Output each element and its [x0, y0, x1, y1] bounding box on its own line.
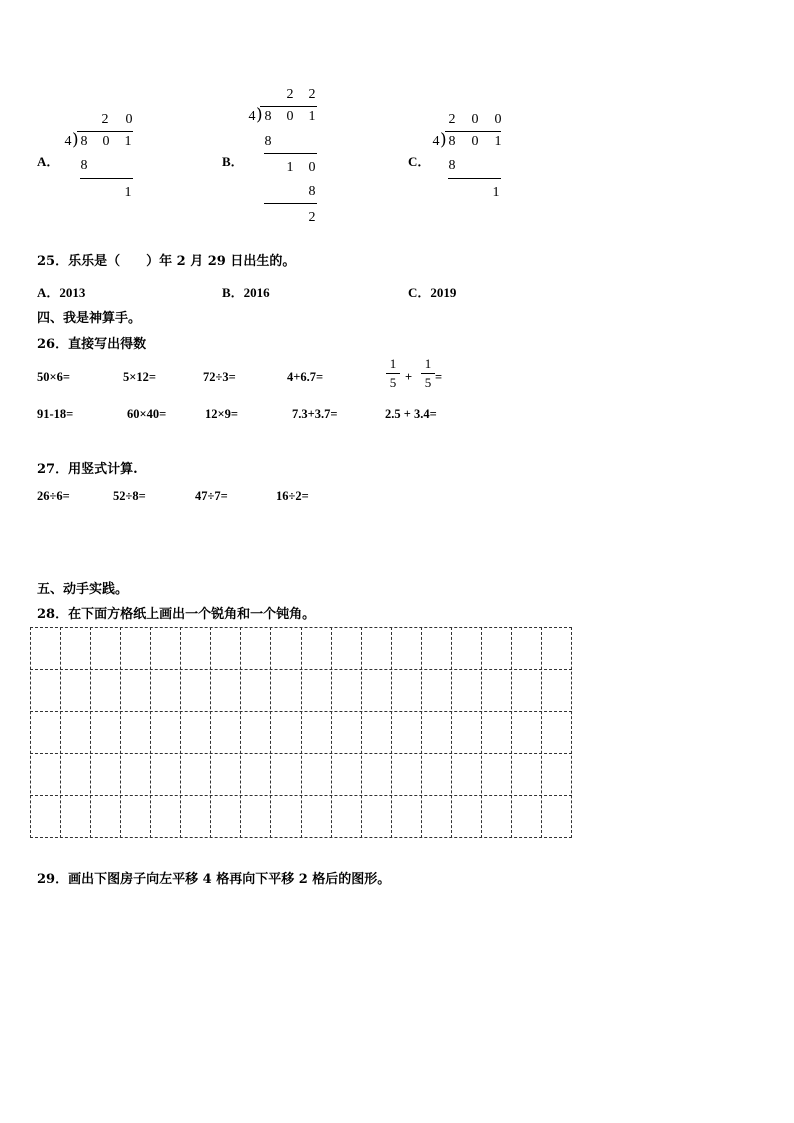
- expression: 72÷3=: [203, 370, 236, 384]
- step-digit: 1: [286, 160, 294, 175]
- step-digit: 8: [308, 184, 316, 199]
- grid-line-vertical: [391, 627, 392, 838]
- expression: 52÷8=: [113, 489, 146, 503]
- grid-line-vertical: [451, 627, 452, 838]
- grid-line-horizontal: [30, 837, 572, 838]
- dividend-digit: 8: [264, 109, 272, 124]
- grid-paper[interactable]: [30, 627, 572, 838]
- question-27-title: 27．用竖式计算.: [37, 462, 138, 477]
- grid-line-vertical: [421, 627, 422, 838]
- expression: 12×9=: [205, 407, 238, 421]
- fraction-2: 1 5: [421, 356, 435, 391]
- quotient-digit: 0: [471, 112, 479, 127]
- grid-line-vertical: [511, 627, 512, 838]
- dividend-digit: 1: [494, 134, 502, 149]
- step-digit: 8: [448, 158, 456, 173]
- divisor: 4: [432, 134, 440, 149]
- quotient-digit: 2: [448, 112, 456, 127]
- grid-line-horizontal: [30, 753, 572, 754]
- grid-line-vertical: [481, 627, 482, 838]
- option-b-label: B．: [222, 154, 244, 169]
- plus-sign: +: [405, 370, 413, 384]
- divisor: 4: [64, 134, 72, 149]
- grid-line-vertical: [180, 627, 181, 838]
- expression: 4+6.7=: [287, 370, 324, 384]
- expression: 50×6=: [37, 370, 70, 384]
- expression: 16÷2=: [276, 489, 309, 503]
- grid-line-vertical: [361, 627, 362, 838]
- dividend-digit: 0: [471, 134, 479, 149]
- equals-sign: =: [435, 370, 443, 384]
- expression: 91-18=: [37, 407, 74, 421]
- step-digit: 8: [80, 158, 88, 173]
- grid-line-vertical: [270, 627, 271, 838]
- grid-line-horizontal: [30, 711, 572, 712]
- section-4-title: 四、我是神算手。: [37, 311, 142, 326]
- grid-line-vertical: [571, 627, 572, 838]
- q25-option-c[interactable]: C．2019: [408, 285, 457, 300]
- q25-option-a[interactable]: A．2013: [37, 285, 86, 300]
- expression: 47÷7=: [195, 489, 228, 503]
- expression: 5×12=: [123, 370, 156, 384]
- grid-line-vertical: [60, 627, 61, 838]
- grid-line-vertical: [210, 627, 211, 838]
- grid-line-vertical: [541, 627, 542, 838]
- remainder: 1: [492, 185, 500, 200]
- grid-line-vertical: [150, 627, 151, 838]
- quotient-digit: 2: [286, 87, 294, 102]
- dividend-digit: 1: [124, 134, 132, 149]
- dividend-digit: 8: [448, 134, 456, 149]
- quotient-digit: 0: [494, 112, 502, 127]
- fraction-1: 1 5: [386, 356, 400, 391]
- question-29-title: 29．画出下图房子向左平移 4 格再向下平移 2 格后的图形。: [37, 872, 391, 887]
- grid-line-vertical: [90, 627, 91, 838]
- dividend-digit: 0: [102, 134, 110, 149]
- grid-line-vertical: [240, 627, 241, 838]
- step-digit: 8: [264, 134, 272, 149]
- dividend-digit: 0: [286, 109, 294, 124]
- dividend-digit: 1: [308, 109, 316, 124]
- question-25: 25．乐乐是（ ）年 2 月 29 日出生的。: [37, 254, 296, 269]
- remainder: 1: [124, 185, 132, 200]
- expression: 2.5 + 3.4=: [385, 407, 437, 421]
- grid-line-horizontal: [30, 795, 572, 796]
- grid-line-vertical: [301, 627, 302, 838]
- grid-line-vertical: [120, 627, 121, 838]
- expression: 26÷6=: [37, 489, 70, 503]
- divisor: 4: [248, 109, 256, 124]
- option-c-label: C．: [408, 154, 431, 169]
- option-a-label: A．: [37, 154, 60, 169]
- expression: 60×40=: [127, 407, 167, 421]
- grid-line-horizontal: [30, 627, 572, 628]
- question-28-title: 28．在下面方格纸上画出一个锐角和一个钝角。: [37, 607, 316, 622]
- grid-line-vertical: [30, 627, 31, 838]
- expression: 7.3+3.7=: [292, 407, 338, 421]
- dividend-digit: 8: [80, 134, 88, 149]
- quotient-digit: 2: [308, 87, 316, 102]
- quotient-digit: 2: [101, 112, 109, 127]
- section-5-title: 五、动手实践。: [37, 582, 129, 597]
- q25-option-b[interactable]: B．2016: [222, 285, 270, 300]
- remainder: 2: [308, 210, 316, 225]
- grid-line-vertical: [331, 627, 332, 838]
- step-digit: 0: [308, 160, 316, 175]
- question-26-title: 26．直接写出得数: [37, 337, 147, 352]
- quotient-digit: 0: [125, 112, 133, 127]
- grid-line-horizontal: [30, 669, 572, 670]
